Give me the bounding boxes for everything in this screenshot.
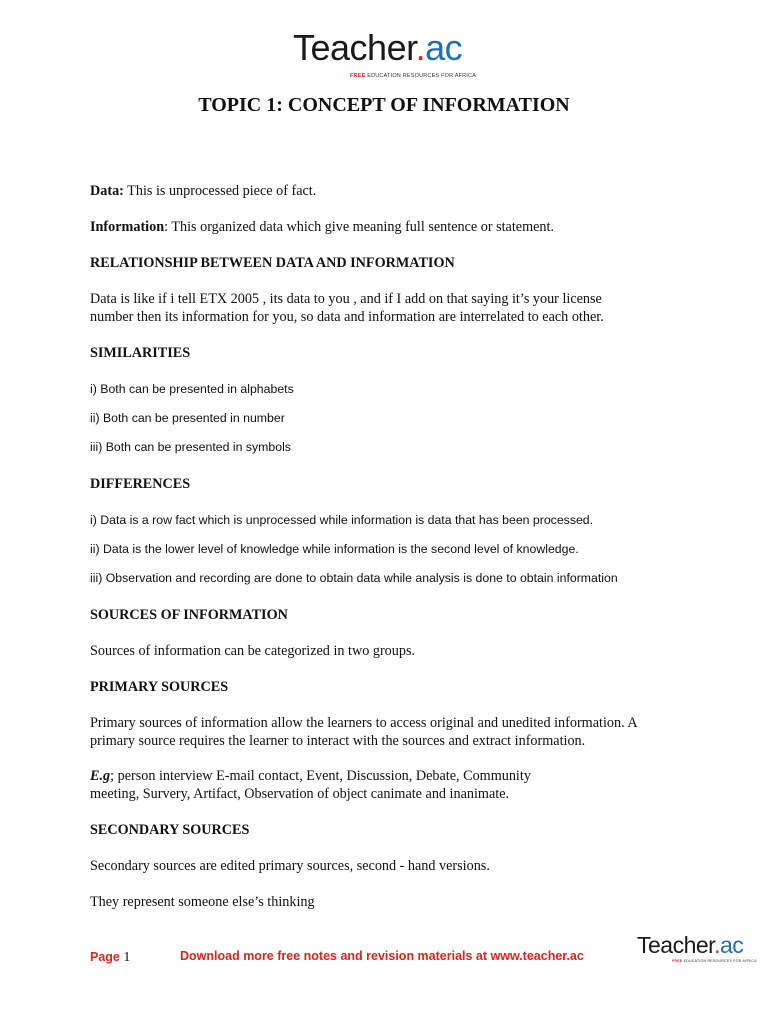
footer-logo-wordmark [637, 933, 747, 957]
similarity-item: i) Both can be presented in alphabets [90, 382, 294, 396]
footer-logo-tag-free: FREE [672, 959, 683, 963]
similarities-heading: SIMILARITIES [90, 345, 191, 361]
logo-suffix: ac [425, 27, 463, 68]
page-title: TOPIC 1: CONCEPT OF INFORMATION [198, 94, 570, 116]
similarity-item: ii) Both can be presented in number [90, 411, 285, 425]
difference-item: i) Data is a row fact which is unprocessed while information is data that has been processed. [90, 513, 594, 527]
page-label: Page [90, 950, 120, 964]
footer-logo-dot: . [714, 932, 720, 958]
primary-sources-line-1: Primary sources of information allow the learners to access original and unedited information. A [90, 715, 638, 731]
primary-sources-heading: PRIMARY SOURCES [90, 679, 229, 695]
secondary-sources-text-2: They represent someone else’s thinking [90, 894, 315, 910]
download-link[interactable]: Download more free notes and revision materials at www.teacher.ac [180, 949, 584, 963]
logo-tagline [350, 73, 476, 79]
data-definition [90, 182, 316, 200]
information-definition [90, 218, 554, 236]
logo-dot: . [415, 27, 426, 68]
data-label: Data: [90, 183, 124, 199]
logo-tag-free: FREE [350, 73, 366, 79]
teacher-ac-logo [293, 27, 483, 79]
example-line-1 [90, 767, 531, 785]
secondary-sources-heading: SECONDARY SOURCES [90, 822, 250, 838]
difference-item: ii) Data is the lower level of knowledge while information is the second level of knowledge. [90, 542, 579, 556]
page-num: 1 [123, 950, 131, 965]
difference-item: iii) Observation and recording are done to obtain data while analysis is done to obtain information [90, 571, 618, 585]
similarity-item: iii) Both can be presented in symbols [90, 440, 291, 454]
differences-heading: DIFFERENCES [90, 476, 191, 492]
page-number [90, 950, 130, 966]
sources-heading: SOURCES OF INFORMATION [90, 607, 288, 623]
secondary-sources-text: Secondary sources are edited primary sources, second - hand versions. [90, 858, 490, 874]
primary-sources-line-2: primary source requires the learner to interact with the sources and extract information. [90, 733, 586, 749]
example-text: ; person interview E-mail contact, Event, Discussion, Debate, Community [110, 768, 531, 784]
data-text: This is unprocessed piece of fact. [123, 183, 317, 199]
footer-logo-suffix: ac [719, 932, 744, 958]
footer-logo-tag-rest: EDUCATION RESOURCES FOR AFRICA [682, 959, 757, 963]
logo-tag-rest: EDUCATION RESOURCES FOR AFRICA [365, 73, 477, 79]
footer-logo-word: Teacher [637, 932, 715, 958]
logo-wordmark [293, 27, 483, 68]
footer-teacher-ac-logo [637, 932, 757, 963]
example-label: E.g [90, 768, 111, 784]
footer-logo-tagline [672, 959, 757, 963]
relationship-line-1: Data is like if i tell ETX 2005 , its data to you , and if I add on that saying it’s your license [90, 291, 602, 307]
example-line-2: meeting, Survery, Artifact, Observation of object canimate and inanimate. [90, 786, 510, 802]
relationship-heading: RELATIONSHIP BETWEEN DATA AND INFORMATION [90, 255, 455, 271]
logo-word: Teacher [293, 27, 416, 68]
info-text: : This organized data which give meaning full sentence or statement. [164, 219, 555, 235]
relationship-line-2: number then its information for you, so data and information are interrelated to each other. [90, 309, 604, 325]
info-label: Information [90, 219, 165, 235]
sources-text: Sources of information can be categorized in two groups. [90, 643, 416, 659]
